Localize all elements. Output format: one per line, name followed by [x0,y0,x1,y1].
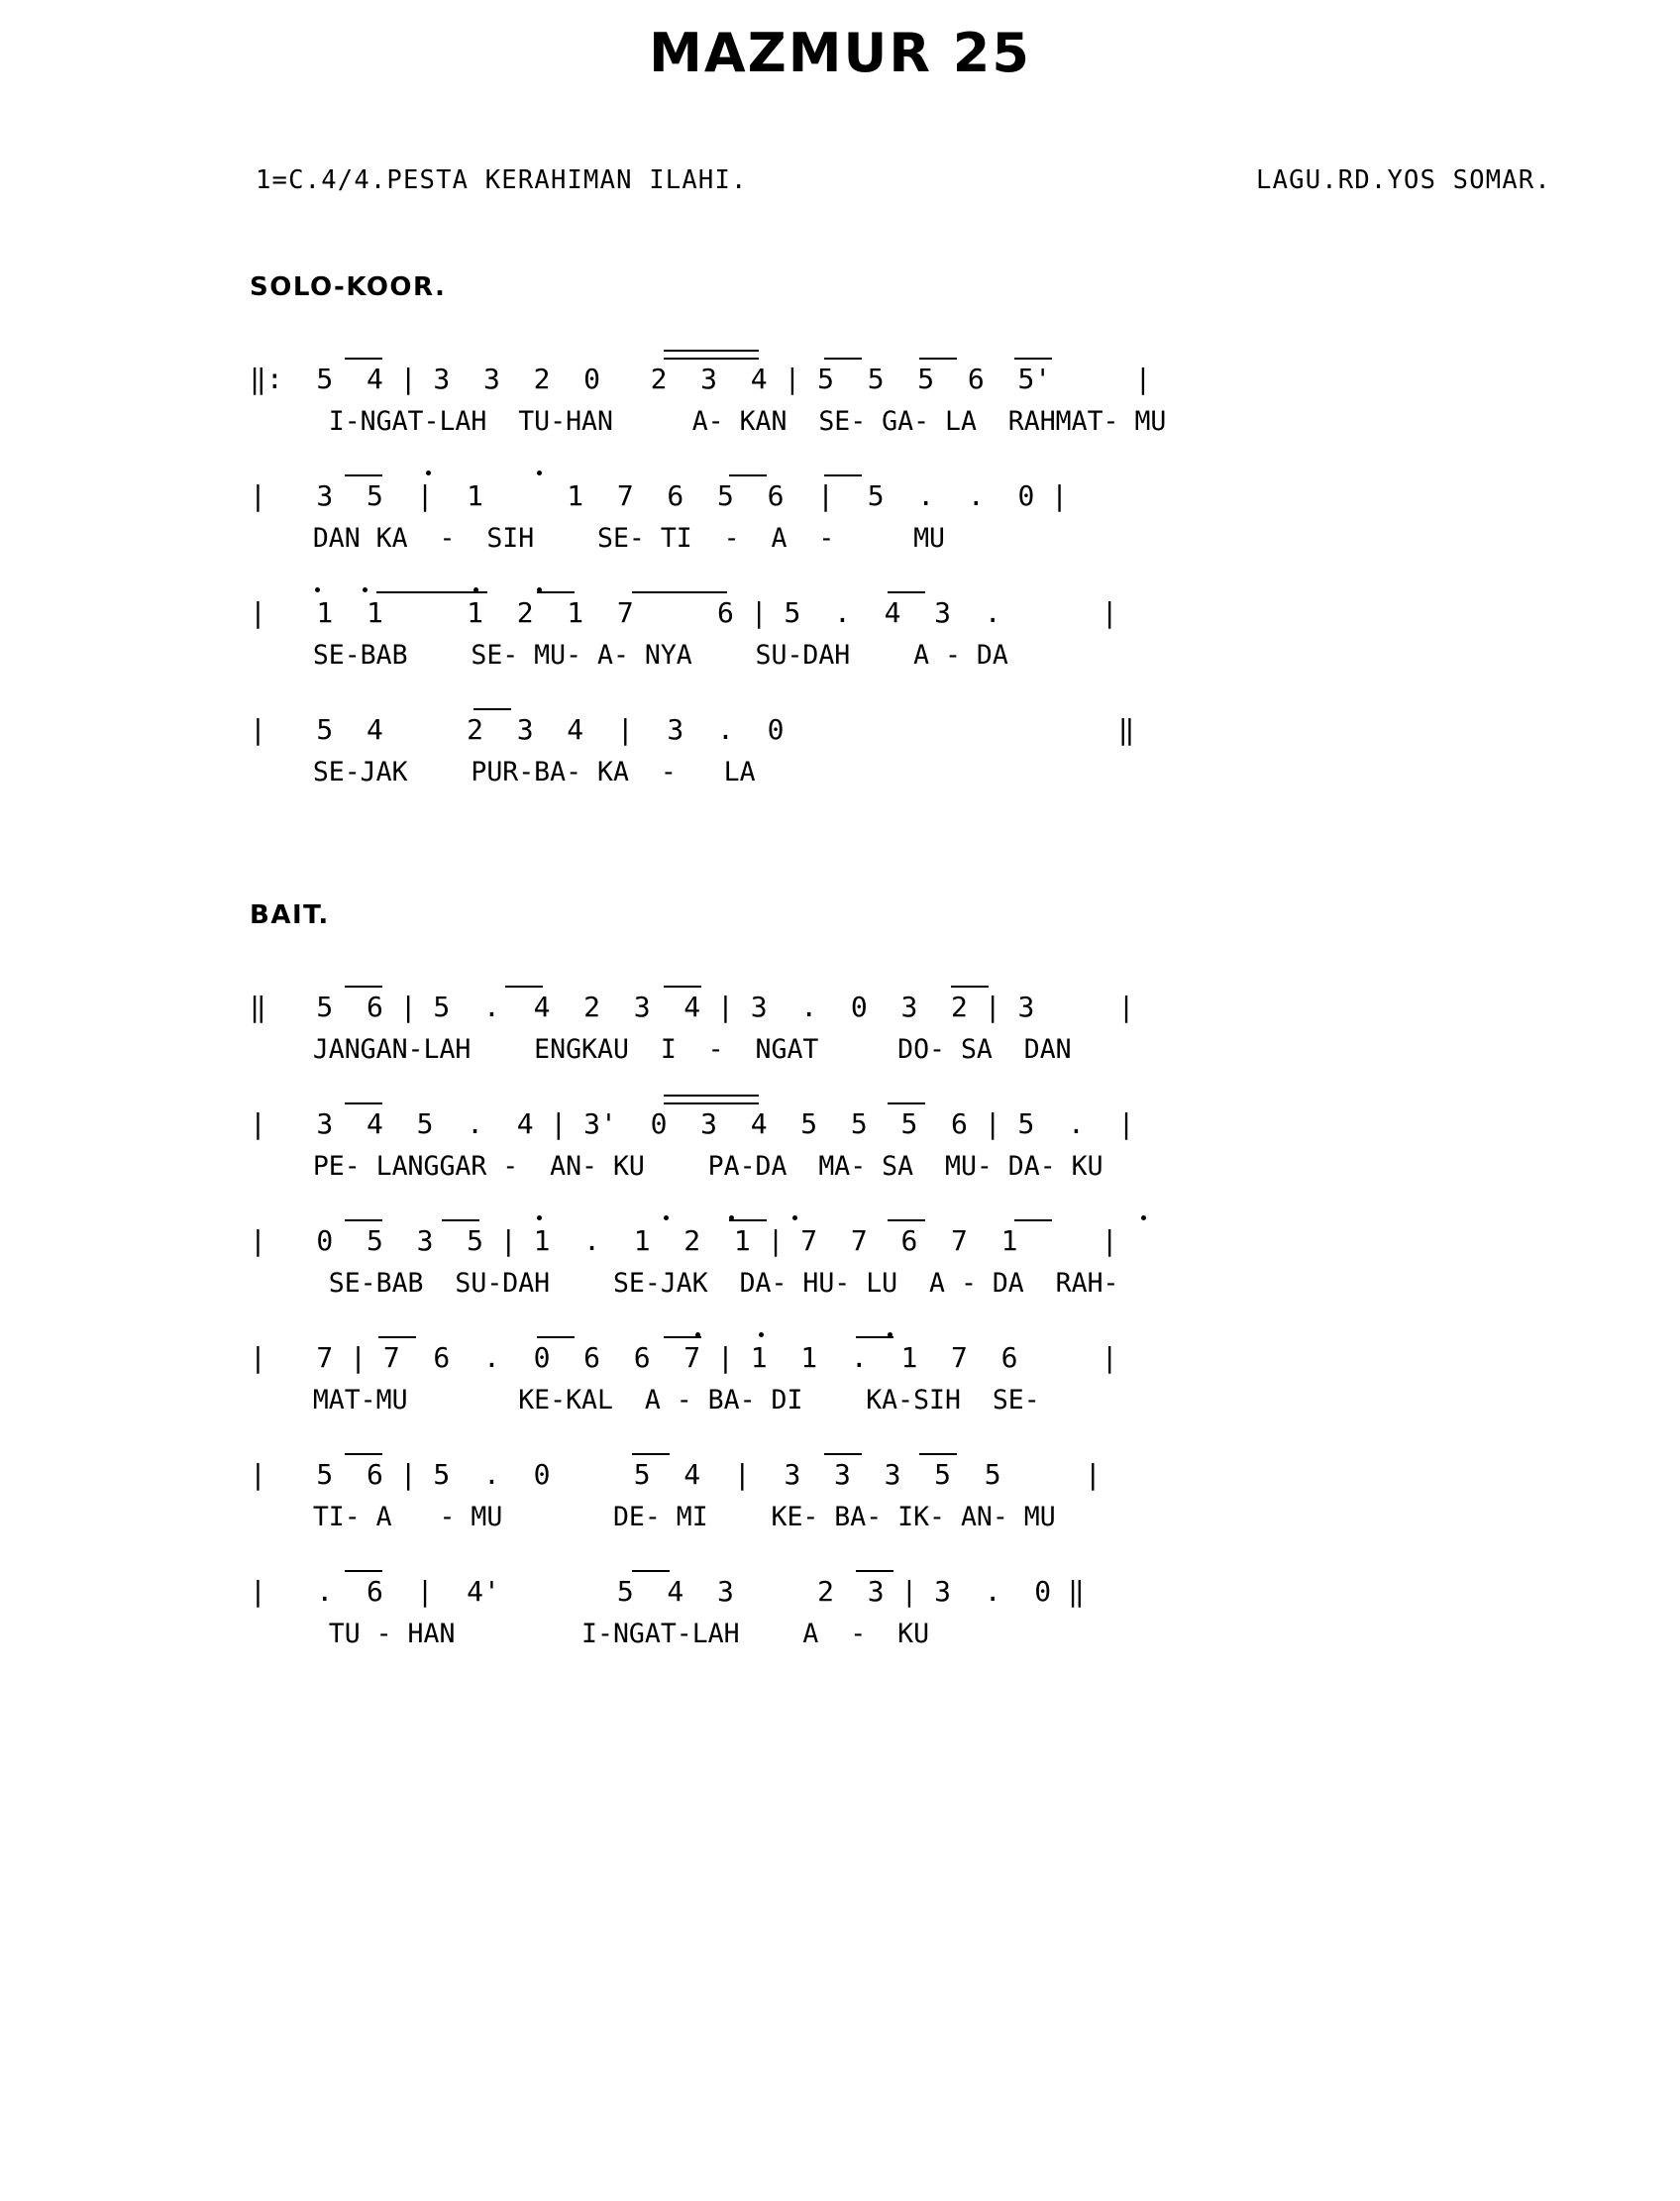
music-system [250,1326,1561,1443]
key-meta: 1=C.4/4.PESTA KERAHIMAN ILAHI. [256,165,748,195]
staff-block-solo-koor [250,348,1561,815]
music-system [250,581,1561,698]
section-label-solo-koor: SOLO-KOOR. [250,272,447,302]
music-system [250,698,1561,815]
system-notes: | . 6 | 4' 5 4 3 2 3 | 3 . 0 ‖ [250,1575,1085,1608]
system-lyrics: TI- A - MU DE- MI KE- BA- IK- AN- MU [250,1502,1056,1532]
system-notes: | 7 | 7 6 . 0 6 6 7 | 1 1 . 1 7 6 | [250,1341,1118,1374]
system-notes: ‖ 5 6 | 5 . 4 2 3 4 | 3 . 0 3 2 | 3 | [250,991,1135,1023]
composer-meta: LAGU.RD.YOS SOMAR. [1256,165,1551,195]
system-notes: | 1 1 1 2 1 7 6 | 5 . 4 3 . | [250,596,1118,629]
music-system [250,1443,1561,1560]
music-system [250,348,1561,465]
system-lyrics: TU - HAN I-NGAT-LAH A - KU [250,1619,930,1649]
page-title: MAZMUR 25 [649,22,1031,84]
system-notes: | 3 5 | 1 1 7 6 5 6 | 5 . . 0 | [250,479,1069,512]
section-label-bait: BAIT. [250,900,330,930]
music-system [250,976,1561,1093]
music-system [250,465,1561,581]
meta-row [256,165,1551,195]
system-notes: | 0 5 3 5 | 1 . 1 2 1 | 7 7 6 7 1 | [250,1224,1118,1257]
system-lyrics: SE-BAB SU-DAH SE-JAK DA- HU- LU A - DA RAH- [250,1268,1119,1299]
system-lyrics: DAN KA - SIH SE- TI - A - MU [250,523,945,554]
system-notes: | 5 6 | 5 . 0 5 4 | 3 3 3 5 5 | [250,1458,1102,1491]
music-system [250,1093,1561,1209]
system-lyrics: PE- LANGGAR - AN- KU PA-DA MA- SA MU- DA- KU [250,1151,1103,1182]
system-lyrics: MAT-MU KE-KAL A - BA- DI KA-SIH SE- [250,1385,1040,1415]
sheet-music-page [0,22,1680,2201]
system-lyrics: I-NGAT-LAH TU-HAN A- KAN SE- GA- LA RAHMAT- MU [250,406,1167,437]
system-lyrics: JANGAN-LAH ENGKAU I - NGAT DO- SA DAN [250,1034,1072,1065]
music-system [250,1209,1561,1326]
system-notes: | 5 4 2 3 4 | 3 . 0 ‖ [250,713,1135,746]
system-lyrics: SE-JAK PUR-BA- KA - LA [250,757,756,787]
system-notes: ‖: 5 4 | 3 3 2 0 2 3 4 | 5 5 5 6 5' | [250,363,1152,395]
music-system [250,1560,1561,1677]
staff-block-bait [250,976,1561,1677]
system-notes: | 3 4 5 . 4 | 3' 0 3 4 5 5 5 6 | 5 . | [250,1107,1135,1140]
system-lyrics: SE-BAB SE- MU- A- NYA SU-DAH A - DA [250,640,1008,671]
